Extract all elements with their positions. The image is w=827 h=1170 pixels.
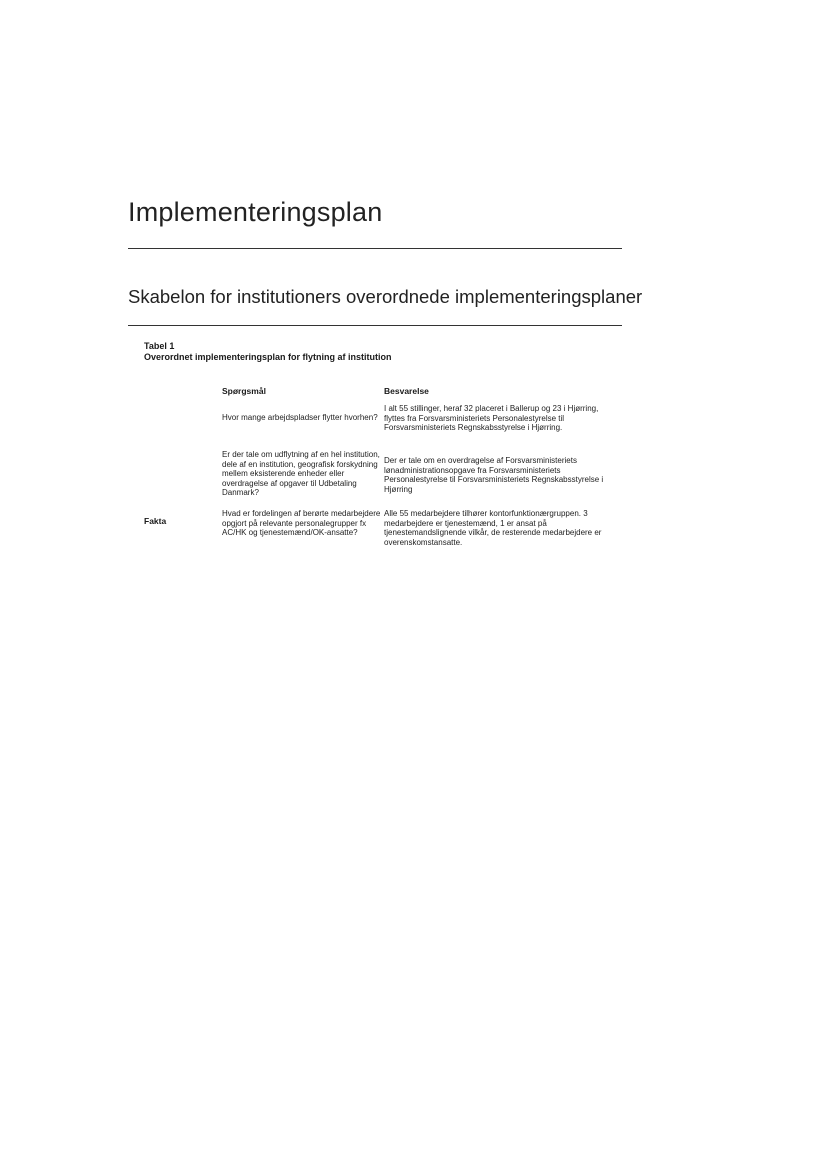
column-header-question: Spørgsmål xyxy=(222,386,266,396)
table-caption: Overordnet implementeringsplan for flytning af institution xyxy=(144,352,392,362)
subtitle-divider xyxy=(128,325,622,326)
title-divider xyxy=(128,248,622,249)
column-header-answer: Besvarelse xyxy=(384,386,429,396)
table-row-2-answer: Der er tale om en overdragelse af Forsvarsministeriets lønadministrationsopgave fra Forsvarsministeriets Personalestyrelse til Forsvarsministeriets Regnskabsstyrelse i Hjørring xyxy=(384,456,604,494)
table-row-3-answer: Alle 55 medarbejdere tilhører kontorfunktionærgruppen. 3 medarbejdere er tjenestemænd, 1 er ansat på tjenestemandslignende vilkår, de resterende medarbejdere er overenskomstansatte. xyxy=(384,509,602,547)
table-row-2-question: Er der tale om udflytning af en hel institution, dele af en institution, geografisk forskydning mellem eksisterende enheder eller overdragelse af opgaver til Udbetaling Danmark? xyxy=(222,450,380,498)
table-row-1-answer: I alt 55 stillinger, heraf 32 placeret i Ballerup og 23 i Hjørring, flyttes fra Forsvarsministeriets Personalestyrelse til Forsvarsministeriets Regnskabsstyrelse i Hjørring. xyxy=(384,404,599,433)
table-label: Tabel 1 xyxy=(144,341,175,351)
page-title: Implementeringsplan xyxy=(128,197,383,227)
table-row-3-question: Hvad er fordelingen af berørte medarbejdere opgjort på relevante personalegrupper fx AC/HK og tjenestemænd/OK-ansatte? xyxy=(222,509,381,538)
page-subtitle: Skabelon for institutioners overordnede implementeringsplaner xyxy=(128,286,643,307)
row-group-label: Fakta xyxy=(144,516,167,526)
table-row-1-question: Hvor mange arbejdspladser flytter hvorhen? xyxy=(222,413,378,422)
